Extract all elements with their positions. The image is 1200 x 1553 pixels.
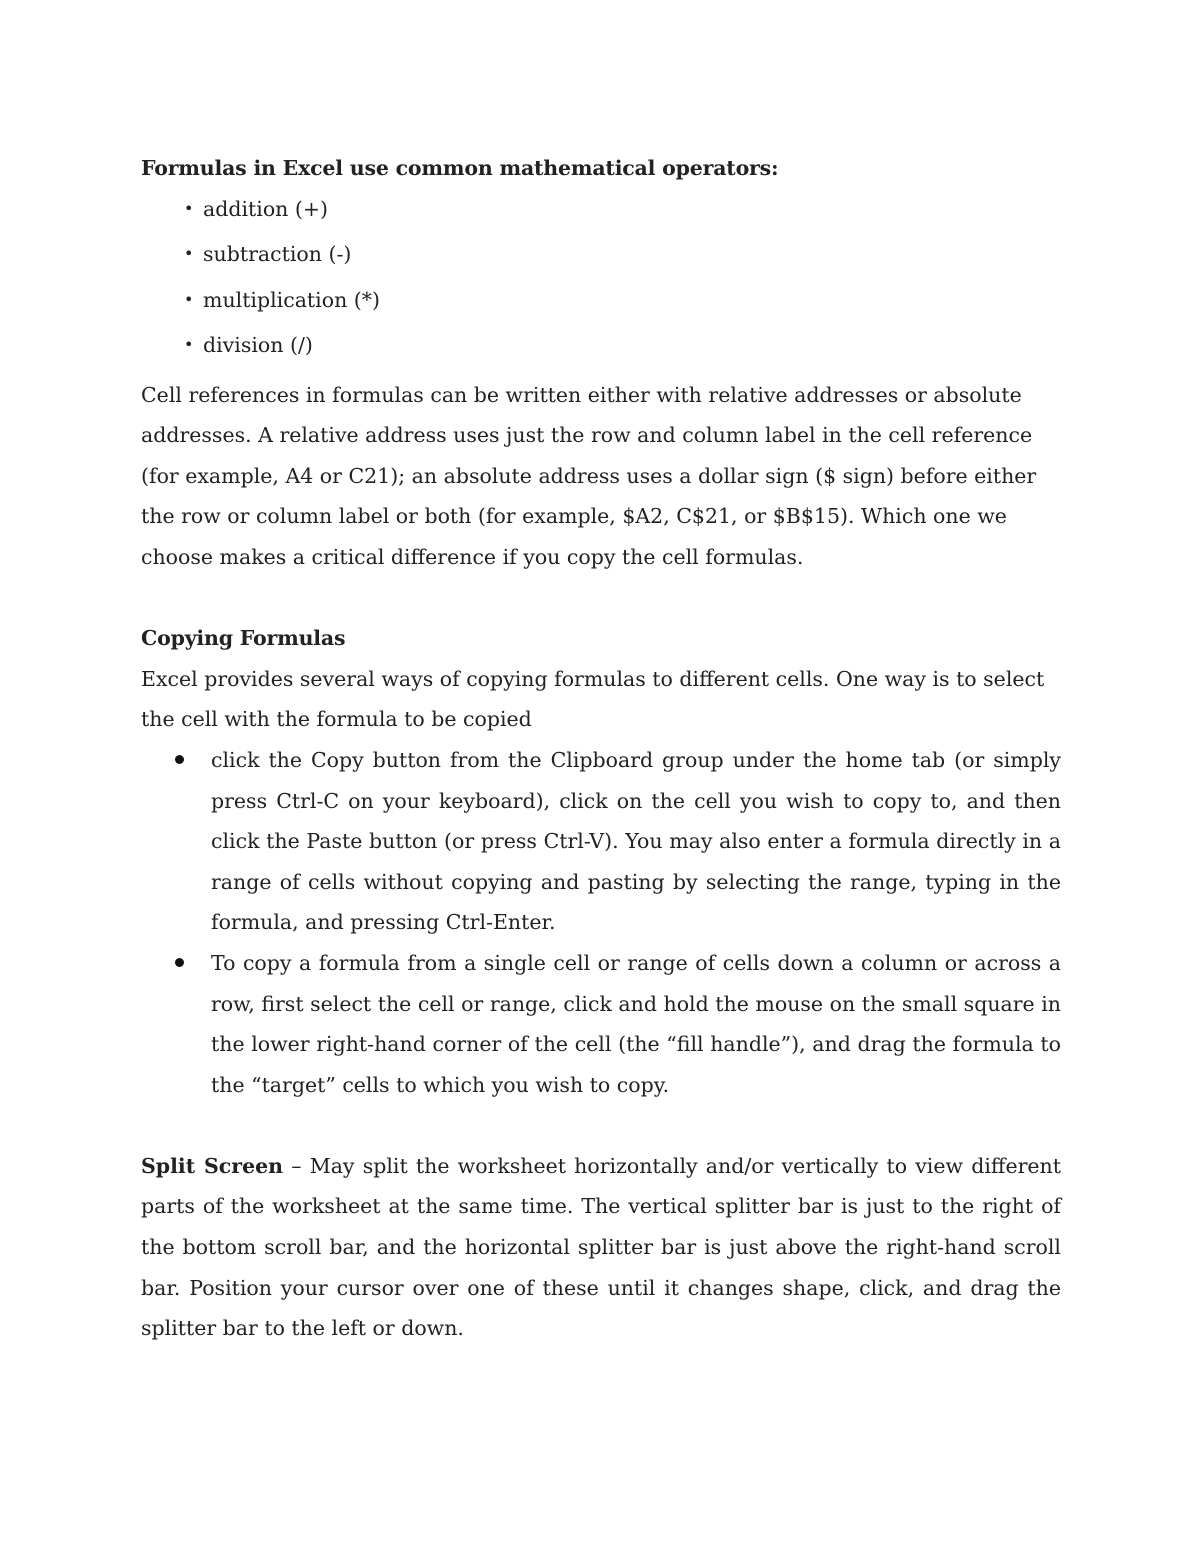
bullet-disc-icon — [175, 958, 184, 967]
operator-label: addition (+) — [203, 196, 329, 221]
bullet-disc-icon — [175, 755, 184, 764]
document-content — [141, 148, 1061, 1349]
bullet-icon: • — [184, 335, 194, 355]
operators-list — [141, 189, 1061, 371]
copying-step-text: To copy a formula from a single cell or range of cells down a column or across a row, first select the cell or range, click and hold the mouse on the small square in the lower right-hand corner of the cell (the “fill handle”), and drag the formula to the “target” cells to which you wish to copy. — [211, 950, 1061, 1097]
copying-step-text: click the Copy button from the Clipboard group under the home tab (or simply press Ctrl-C on your keyboard), click on the cell you wish to copy to, and then click the Paste button (or press Ctrl-V). You may also enter a formula directly in a range of cells without copying and pasting by selecting the range, typing in the formula, and pressing Ctrl-Enter. — [211, 747, 1061, 935]
copying-step-item — [141, 943, 1061, 1105]
bullet-icon: • — [184, 198, 194, 218]
copying-steps-list — [141, 740, 1061, 1105]
section-spacer — [141, 578, 1061, 619]
operator-item — [141, 325, 1061, 371]
operator-item — [141, 234, 1061, 280]
operator-item — [141, 280, 1061, 326]
copying-intro-paragraph: Excel provides several ways of copying formulas to different cells. One way is to select the cell with the formula to be copied — [141, 666, 1045, 732]
split-screen-paragraph — [141, 1146, 1061, 1349]
bullet-icon: • — [184, 289, 194, 309]
operators-heading: Formulas in Excel use common mathematical operators: — [141, 156, 779, 180]
split-screen-term: Split Screen — [141, 1153, 284, 1178]
copying-formulas-heading: Copying Formulas — [141, 626, 346, 651]
copying-step-item — [141, 740, 1061, 943]
cell-references-paragraph: Cell references in formulas can be written either with relative addresses or absolute addresses. A relative address uses just the row and column label in the cell reference (for example, A4 or C21); an absolute address uses a dollar sign ($ sign) before either the row or column label or both (for example, $A2, C$21, or $B$15). Which one we choose makes a critical difference if you copy the cell formulas. — [141, 382, 1037, 569]
split-screen-text: – May split the worksheet horizontally and/or vertically to view different parts of the worksheet at the same time. The vertical splitter bar is just to the right of the bottom scroll bar, and the horizontal splitter bar is just above the right-hand scroll bar. Position your cursor over one of these until it changes shape, click, and drag the splitter bar to the left or down. — [141, 1153, 1061, 1341]
bullet-icon: • — [184, 244, 194, 264]
operator-label: division (/) — [203, 333, 313, 358]
operator-label: multiplication (*) — [203, 287, 381, 312]
section-spacer — [141, 1105, 1061, 1146]
operator-item — [141, 189, 1061, 235]
operator-label: subtraction (-) — [203, 242, 352, 267]
